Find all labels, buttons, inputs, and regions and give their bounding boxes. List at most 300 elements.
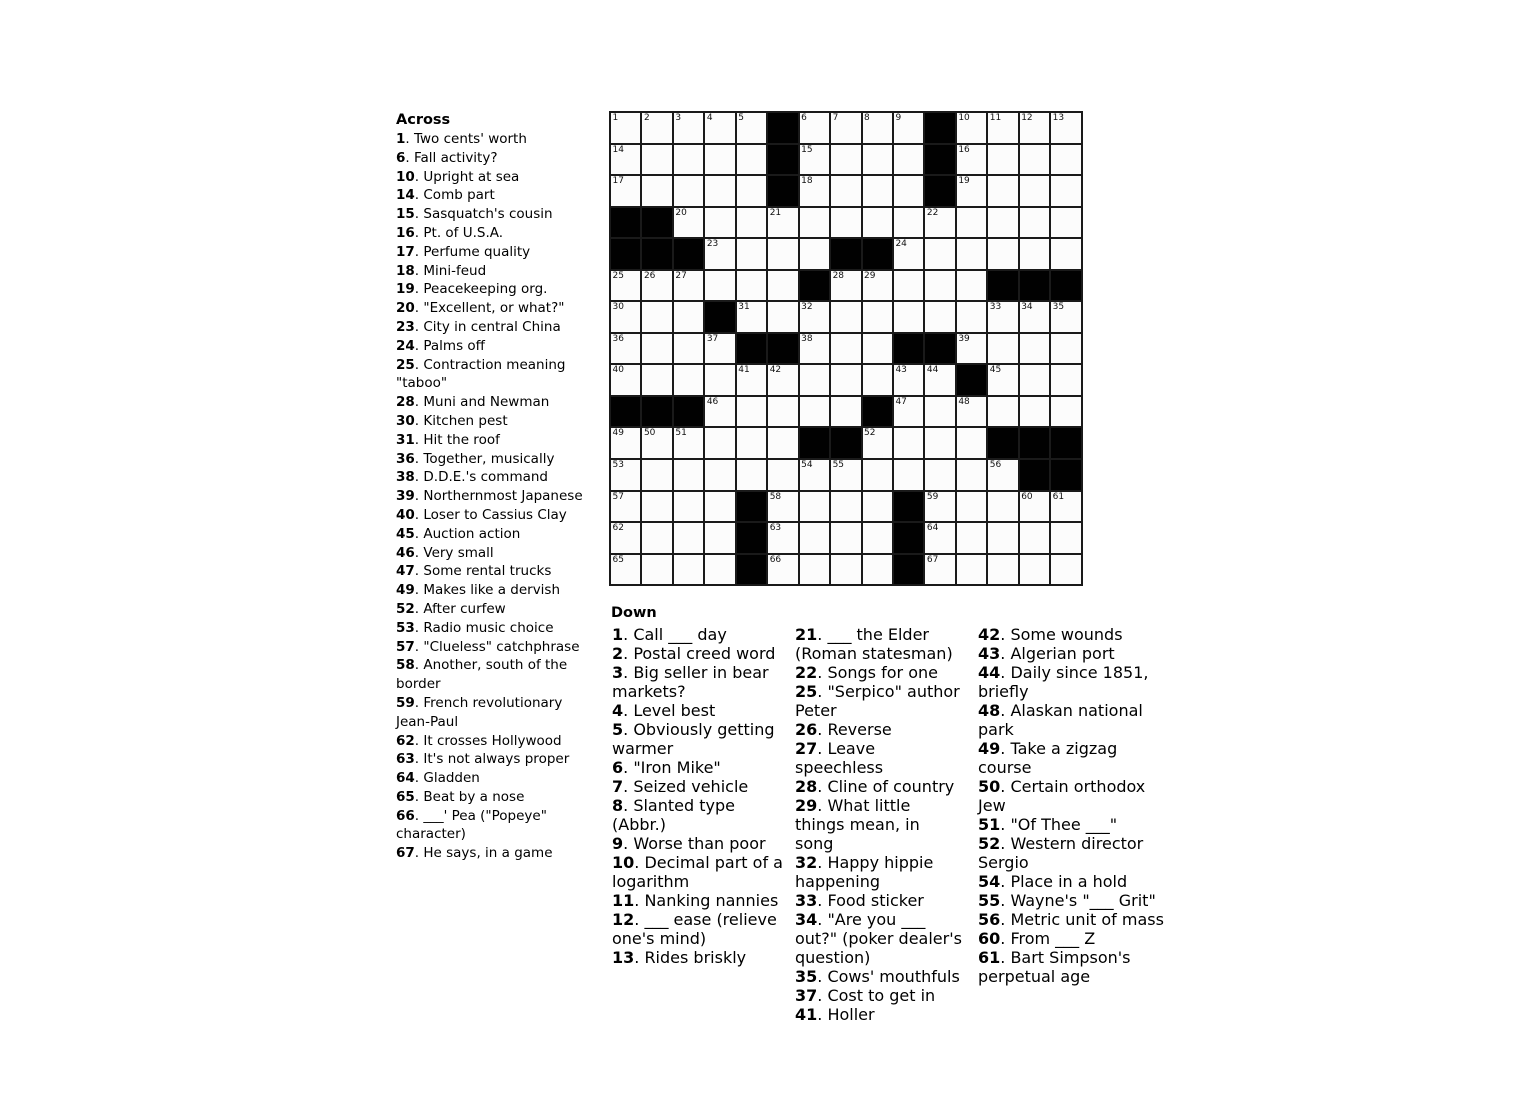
letter-cell[interactable]	[736, 459, 767, 491]
letter-cell[interactable]	[704, 144, 735, 176]
cell-number: 64	[926, 523, 939, 534]
letter-cell[interactable]	[641, 364, 672, 396]
letter-cell[interactable]	[987, 364, 1018, 396]
black-cell	[830, 238, 861, 270]
letter-cell[interactable]	[987, 144, 1018, 176]
clue-number: 27	[795, 739, 818, 758]
clue-number: 49	[978, 739, 1001, 758]
clue-12: 12. ___ ease (relieve one's mind)	[612, 910, 777, 948]
cell-number: 21	[769, 207, 782, 218]
clue-6: 6. "Iron Mike"	[612, 758, 721, 777]
letter-cell[interactable]	[767, 491, 798, 523]
black-cell	[1019, 427, 1050, 459]
letter-cell[interactable]	[704, 270, 735, 302]
letter-cell[interactable]	[673, 491, 704, 523]
clue-6: 6. Fall activity?	[396, 149, 498, 166]
clue-19: 19. Peacekeeping org.	[396, 281, 548, 298]
letter-cell[interactable]	[956, 144, 987, 176]
clue-53: 53. Radio music choice	[396, 619, 554, 636]
letter-cell[interactable]	[987, 396, 1018, 428]
letter-cell[interactable]	[893, 112, 924, 144]
letter-cell[interactable]	[830, 112, 861, 144]
black-cell	[924, 144, 955, 176]
letter-cell[interactable]	[893, 144, 924, 176]
clue-18: 18. Mini-feud	[396, 262, 487, 279]
letter-cell[interactable]	[924, 522, 955, 554]
letter-cell[interactable]	[1019, 364, 1050, 396]
clue-number: 43	[978, 644, 1001, 663]
letter-cell[interactable]	[956, 301, 987, 333]
letter-cell[interactable]	[767, 207, 798, 239]
letter-cell[interactable]	[956, 427, 987, 459]
black-cell	[924, 175, 955, 207]
letter-cell[interactable]	[767, 427, 798, 459]
cell-number: 63	[769, 523, 782, 534]
letter-cell[interactable]	[924, 491, 955, 523]
letter-cell[interactable]	[641, 270, 672, 302]
letter-cell[interactable]	[736, 301, 767, 333]
letter-cell[interactable]	[767, 396, 798, 428]
letter-cell[interactable]	[987, 522, 1018, 554]
letter-cell[interactable]	[924, 554, 955, 586]
letter-cell[interactable]	[1050, 522, 1081, 554]
black-cell	[610, 396, 641, 428]
letter-cell[interactable]	[767, 554, 798, 586]
letter-cell[interactable]	[924, 270, 955, 302]
letter-cell[interactable]	[704, 238, 735, 270]
letter-cell[interactable]	[1050, 301, 1081, 333]
clue-59: 59. French revolutionary Jean-Paul	[396, 694, 563, 730]
clue-number: 44	[978, 663, 1001, 682]
clue-57: 57. "Clueless" catchphrase	[396, 638, 580, 655]
letter-cell[interactable]	[830, 207, 861, 239]
clue-52: 52. Western director Sergio	[978, 834, 1144, 872]
letter-cell[interactable]	[704, 459, 735, 491]
letter-cell[interactable]	[673, 522, 704, 554]
letter-cell[interactable]	[893, 459, 924, 491]
letter-cell[interactable]	[1019, 396, 1050, 428]
letter-cell[interactable]	[1050, 491, 1081, 523]
letter-cell[interactable]	[956, 396, 987, 428]
letter-cell[interactable]	[704, 364, 735, 396]
clue-number: 58	[396, 657, 415, 674]
letter-cell[interactable]	[862, 112, 893, 144]
letter-cell[interactable]	[799, 207, 830, 239]
letter-cell[interactable]	[673, 301, 704, 333]
letter-cell[interactable]	[956, 270, 987, 302]
letter-cell[interactable]	[641, 491, 672, 523]
letter-cell[interactable]	[862, 364, 893, 396]
letter-cell[interactable]	[862, 554, 893, 586]
letter-cell[interactable]	[956, 459, 987, 491]
letter-cell[interactable]	[641, 144, 672, 176]
letter-cell[interactable]	[799, 144, 830, 176]
letter-cell[interactable]	[893, 301, 924, 333]
letter-cell[interactable]	[987, 554, 1018, 586]
letter-cell[interactable]	[956, 207, 987, 239]
black-cell	[641, 207, 672, 239]
cell-number: 24	[895, 239, 907, 250]
letter-cell[interactable]	[1050, 396, 1081, 428]
cell-number: 47	[895, 396, 907, 407]
letter-cell[interactable]	[673, 427, 704, 459]
black-cell	[987, 427, 1018, 459]
clue-40: 40. Loser to Cassius Clay	[396, 506, 567, 523]
down-clue-column-2	[795, 625, 963, 1024]
clue-number: 18	[396, 262, 415, 279]
letter-cell[interactable]	[830, 459, 861, 491]
clue-10: 10. Decimal part of a logarithm	[612, 853, 783, 891]
cell-number: 45	[989, 365, 1002, 376]
letter-cell[interactable]	[893, 270, 924, 302]
black-cell	[736, 522, 767, 554]
letter-cell[interactable]	[610, 144, 641, 176]
black-cell	[736, 491, 767, 523]
clue-number: 63	[396, 751, 415, 768]
cell-number: 44	[926, 365, 939, 376]
cell-number: 56	[989, 460, 1002, 471]
clue-64: 64. Gladden	[396, 770, 480, 787]
clue-46: 46. Very small	[396, 544, 494, 561]
letter-cell[interactable]	[924, 207, 955, 239]
clue-number: 48	[978, 701, 1001, 720]
letter-cell[interactable]	[987, 112, 1018, 144]
clue-7: 7. Seized vehicle	[612, 777, 749, 796]
letter-cell[interactable]	[1050, 364, 1081, 396]
letter-cell[interactable]	[610, 554, 641, 586]
letter-cell[interactable]	[862, 301, 893, 333]
letter-cell[interactable]	[956, 112, 987, 144]
letter-cell[interactable]	[704, 554, 735, 586]
letter-cell[interactable]	[673, 144, 704, 176]
letter-cell[interactable]	[956, 333, 987, 365]
letter-cell[interactable]	[767, 301, 798, 333]
clue-number: 26	[795, 720, 818, 739]
letter-cell[interactable]	[862, 144, 893, 176]
letter-cell[interactable]	[830, 522, 861, 554]
letter-cell[interactable]	[1050, 144, 1081, 176]
letter-cell[interactable]	[767, 364, 798, 396]
clue-48: 48. Alaskan national park	[978, 701, 1143, 739]
clue-22: 22. Songs for one	[795, 663, 938, 682]
letter-cell[interactable]	[893, 175, 924, 207]
letter-cell[interactable]	[641, 333, 672, 365]
clue-number: 37	[795, 986, 818, 1005]
letter-cell[interactable]	[673, 112, 704, 144]
clue-61: 61. Bart Simpson's perpetual age	[978, 948, 1131, 986]
clue-23: 23. City in central China	[396, 318, 561, 335]
clue-42: 42. Some wounds	[978, 625, 1123, 644]
cell-number: 11	[989, 113, 1002, 123]
clue-number: 45	[396, 525, 415, 542]
clue-35: 35. Cows' mouthfuls	[795, 967, 960, 986]
letter-cell[interactable]	[641, 554, 672, 586]
letter-cell[interactable]	[673, 333, 704, 365]
letter-cell[interactable]	[1050, 333, 1081, 365]
letter-cell[interactable]	[641, 175, 672, 207]
letter-cell[interactable]	[1019, 554, 1050, 586]
letter-cell[interactable]	[956, 238, 987, 270]
letter-cell[interactable]	[610, 364, 641, 396]
black-cell	[1050, 270, 1081, 302]
letter-cell[interactable]	[830, 364, 861, 396]
letter-cell[interactable]	[987, 238, 1018, 270]
cell-number: 53	[612, 460, 624, 471]
letter-cell[interactable]	[987, 207, 1018, 239]
letter-cell[interactable]	[673, 554, 704, 586]
letter-cell[interactable]	[704, 112, 735, 144]
clue-number: 42	[978, 625, 1001, 644]
letter-cell[interactable]	[736, 207, 767, 239]
letter-cell[interactable]	[862, 522, 893, 554]
letter-cell[interactable]	[799, 301, 830, 333]
cell-number: 30	[612, 302, 624, 313]
letter-cell[interactable]	[830, 175, 861, 207]
letter-cell[interactable]	[799, 554, 830, 586]
cell-number: 40	[612, 365, 624, 376]
clue-4: 4. Level best	[612, 701, 716, 720]
across-heading: Across	[396, 112, 451, 128]
letter-cell[interactable]	[799, 522, 830, 554]
clue-37: 37. Cost to get in	[795, 986, 936, 1005]
letter-cell[interactable]	[641, 459, 672, 491]
letter-cell[interactable]	[987, 491, 1018, 523]
clue-number: 15	[396, 206, 415, 223]
letter-cell[interactable]	[862, 175, 893, 207]
letter-cell[interactable]	[704, 333, 735, 365]
letter-cell[interactable]	[924, 301, 955, 333]
cell-number: 27	[675, 270, 687, 281]
letter-cell[interactable]	[704, 427, 735, 459]
clue-67: 67. He says, in a game	[396, 845, 553, 862]
letter-cell[interactable]	[862, 333, 893, 365]
cell-number: 13	[1052, 113, 1065, 123]
clue-47: 47. Some rental trucks	[396, 563, 552, 580]
letter-cell[interactable]	[862, 491, 893, 523]
cell-number: 22	[926, 207, 939, 218]
cell-number: 26	[643, 270, 656, 281]
letter-cell[interactable]	[924, 427, 955, 459]
letter-cell[interactable]	[610, 522, 641, 554]
letter-cell[interactable]	[799, 459, 830, 491]
letter-cell[interactable]	[1019, 112, 1050, 144]
letter-cell[interactable]	[987, 333, 1018, 365]
letter-cell[interactable]	[1019, 175, 1050, 207]
letter-cell[interactable]	[610, 459, 641, 491]
clue-number: 16	[396, 224, 415, 241]
letter-cell[interactable]	[704, 491, 735, 523]
clue-number: 13	[612, 948, 635, 967]
letter-cell[interactable]	[799, 175, 830, 207]
letter-cell[interactable]	[1050, 112, 1081, 144]
cell-number: 55	[832, 460, 845, 471]
letter-cell[interactable]	[610, 427, 641, 459]
letter-cell[interactable]	[862, 459, 893, 491]
letter-cell[interactable]	[987, 459, 1018, 491]
black-cell	[799, 270, 830, 302]
letter-cell[interactable]	[641, 112, 672, 144]
cell-number: 67	[926, 554, 939, 565]
letter-cell[interactable]	[1019, 238, 1050, 270]
letter-cell[interactable]	[736, 270, 767, 302]
cell-number: 42	[769, 365, 782, 376]
letter-cell[interactable]	[641, 427, 672, 459]
clue-number: 11	[612, 891, 635, 910]
clue-number: 56	[978, 910, 1001, 929]
clue-number: 46	[396, 544, 415, 561]
letter-cell[interactable]	[893, 238, 924, 270]
letter-cell[interactable]	[736, 364, 767, 396]
letter-cell[interactable]	[830, 554, 861, 586]
clue-39: 39. Northernmost Japanese	[396, 488, 583, 505]
cell-number: 59	[926, 491, 939, 502]
letter-cell[interactable]	[736, 427, 767, 459]
cell-number: 49	[612, 428, 624, 439]
letter-cell[interactable]	[1019, 144, 1050, 176]
across-clues-panel	[396, 110, 596, 863]
letter-cell[interactable]	[893, 427, 924, 459]
letter-cell[interactable]	[862, 207, 893, 239]
letter-cell[interactable]	[736, 396, 767, 428]
letter-cell[interactable]	[799, 364, 830, 396]
clue-51: 51. "Of Thee ___"	[978, 815, 1118, 834]
letter-cell[interactable]	[799, 491, 830, 523]
letter-cell[interactable]	[610, 175, 641, 207]
letter-cell[interactable]	[1050, 238, 1081, 270]
letter-cell[interactable]	[736, 112, 767, 144]
letter-cell[interactable]	[736, 144, 767, 176]
black-cell	[1019, 459, 1050, 491]
letter-cell[interactable]	[673, 175, 704, 207]
clue-number: 34	[795, 910, 818, 929]
letter-cell[interactable]	[830, 333, 861, 365]
black-cell	[799, 427, 830, 459]
cell-number: 23	[706, 239, 719, 250]
letter-cell[interactable]	[956, 175, 987, 207]
cell-number: 10	[958, 113, 970, 123]
letter-cell[interactable]	[830, 396, 861, 428]
cell-number: 34	[1021, 302, 1033, 313]
letter-cell[interactable]	[924, 364, 955, 396]
letter-cell[interactable]	[1019, 491, 1050, 523]
black-cell	[924, 112, 955, 144]
black-cell	[736, 554, 767, 586]
letter-cell[interactable]	[641, 301, 672, 333]
letter-cell[interactable]	[893, 207, 924, 239]
cell-number: 35	[1052, 302, 1065, 313]
letter-cell[interactable]	[1050, 175, 1081, 207]
letter-cell[interactable]	[987, 301, 1018, 333]
letter-cell[interactable]	[673, 364, 704, 396]
letter-cell[interactable]	[799, 112, 830, 144]
letter-cell[interactable]	[610, 112, 641, 144]
clue-28: 28. Muni and Newman	[396, 394, 550, 411]
letter-cell[interactable]	[673, 459, 704, 491]
cell-number: 31	[738, 302, 750, 313]
cell-number: 41	[738, 365, 750, 376]
clue-5: 5. Obviously getting warmer	[612, 720, 775, 758]
black-cell	[924, 333, 955, 365]
letter-cell[interactable]	[862, 270, 893, 302]
cell-number: 17	[612, 176, 624, 187]
letter-cell[interactable]	[610, 333, 641, 365]
letter-cell[interactable]	[830, 270, 861, 302]
clue-number: 52	[978, 834, 1001, 853]
letter-cell[interactable]	[704, 396, 735, 428]
letter-cell[interactable]	[956, 522, 987, 554]
black-cell	[987, 270, 1018, 302]
letter-cell[interactable]	[610, 270, 641, 302]
black-cell	[673, 396, 704, 428]
clue-number: 62	[396, 732, 415, 749]
letter-cell[interactable]	[736, 175, 767, 207]
clue-number: 8	[612, 796, 624, 815]
letter-cell[interactable]	[1019, 207, 1050, 239]
clue-number: 2	[612, 644, 624, 663]
clue-number: 41	[795, 1005, 818, 1024]
letter-cell[interactable]	[767, 270, 798, 302]
clue-number: 6	[612, 758, 624, 777]
letter-cell[interactable]	[799, 396, 830, 428]
letter-cell[interactable]	[736, 238, 767, 270]
letter-cell[interactable]	[610, 491, 641, 523]
black-cell	[893, 333, 924, 365]
letter-cell[interactable]	[704, 207, 735, 239]
letter-cell[interactable]	[673, 207, 704, 239]
letter-cell[interactable]	[893, 396, 924, 428]
letter-cell[interactable]	[767, 522, 798, 554]
letter-cell[interactable]	[830, 301, 861, 333]
letter-cell[interactable]	[1050, 207, 1081, 239]
black-cell	[956, 364, 987, 396]
letter-cell[interactable]	[799, 238, 830, 270]
clue-54: 54. Place in a hold	[978, 872, 1128, 891]
letter-cell[interactable]	[767, 459, 798, 491]
letter-cell[interactable]	[704, 175, 735, 207]
letter-cell[interactable]	[610, 301, 641, 333]
letter-cell[interactable]	[862, 427, 893, 459]
clue-11: 11. Nanking nannies	[612, 891, 779, 910]
letter-cell[interactable]	[924, 396, 955, 428]
clue-30: 30. Kitchen pest	[396, 412, 508, 429]
letter-cell[interactable]	[799, 333, 830, 365]
letter-cell[interactable]	[1019, 522, 1050, 554]
letter-cell[interactable]	[767, 238, 798, 270]
crossword-grid	[609, 111, 1083, 586]
cell-number: 4	[706, 113, 713, 123]
black-cell	[767, 333, 798, 365]
letter-cell[interactable]	[1019, 333, 1050, 365]
clue-49: 49. Take a zigzag course	[978, 739, 1118, 777]
letter-cell[interactable]	[1019, 301, 1050, 333]
clue-52: 52. After curfew	[396, 600, 506, 617]
cell-number: 61	[1052, 491, 1065, 502]
letter-cell[interactable]	[673, 270, 704, 302]
letter-cell[interactable]	[987, 175, 1018, 207]
letter-cell[interactable]	[830, 144, 861, 176]
letter-cell[interactable]	[704, 522, 735, 554]
letter-cell[interactable]	[893, 364, 924, 396]
letter-cell[interactable]	[956, 554, 987, 586]
letter-cell[interactable]	[1050, 554, 1081, 586]
black-cell	[610, 238, 641, 270]
letter-cell[interactable]	[956, 491, 987, 523]
letter-cell[interactable]	[924, 459, 955, 491]
clue-56: 56. Metric unit of mass	[978, 910, 1164, 929]
letter-cell[interactable]	[641, 522, 672, 554]
letter-cell[interactable]	[830, 491, 861, 523]
letter-cell[interactable]	[924, 238, 955, 270]
